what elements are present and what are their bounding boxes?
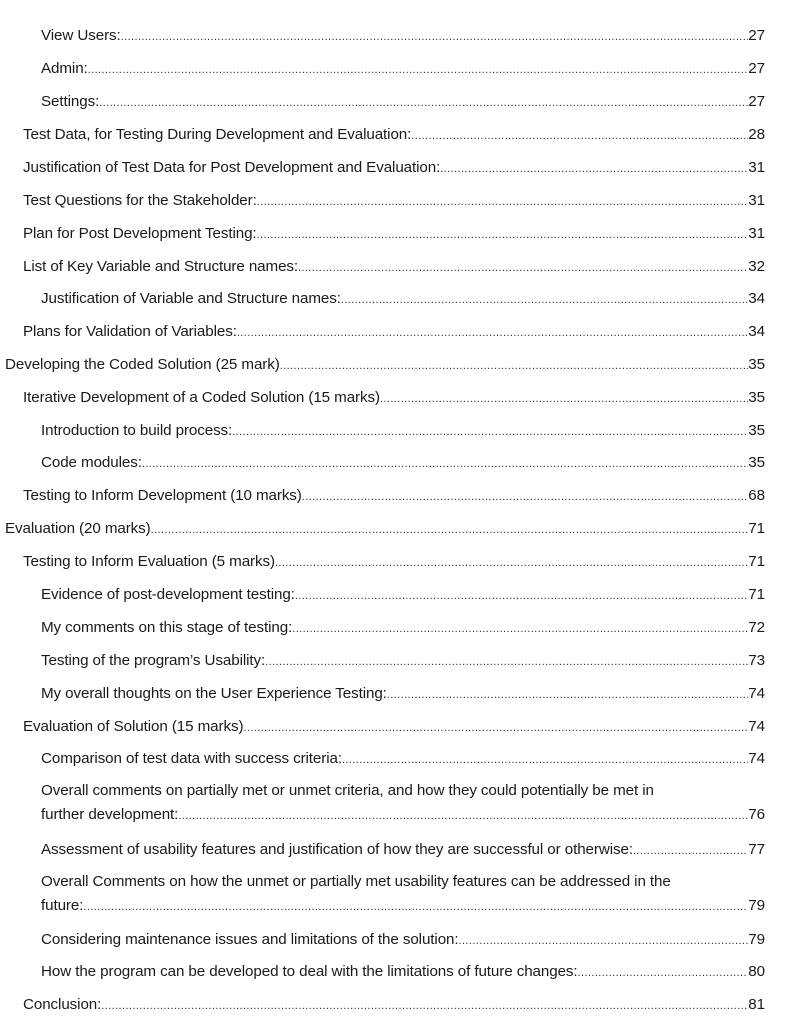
toc-entry[interactable] <box>23 484 765 508</box>
dot-leader <box>341 288 748 312</box>
toc-entry-title: View Users: <box>41 27 121 44</box>
toc-entry-title: Plans for Validation of Variables: <box>23 323 237 340</box>
toc-entry-title: Developing the Coded Solution (25 mark) <box>5 356 280 373</box>
toc-entry-page-number: 27 <box>748 60 765 77</box>
toc-entry[interactable] <box>41 287 765 311</box>
dot-leader <box>411 124 748 148</box>
toc-entry-title: Testing to Inform Development (10 marks) <box>23 487 302 504</box>
toc-entry-page-number: 76 <box>748 806 765 823</box>
dot-leader <box>275 551 748 575</box>
dot-leader <box>232 420 748 444</box>
toc-entry-title: future: <box>41 897 84 914</box>
toc-entry-title: Evaluation (20 marks) <box>5 520 151 537</box>
dot-leader <box>292 617 748 641</box>
toc-entry[interactable] <box>41 928 765 952</box>
dot-leader <box>459 929 749 953</box>
toc-entry-page-number: 74 <box>748 718 765 735</box>
toc-entry-title: Code modules: <box>41 454 142 471</box>
dot-leader <box>578 961 749 985</box>
toc-entry[interactable] <box>23 550 765 574</box>
toc-entry-page-number: 68 <box>748 487 765 504</box>
dot-leader <box>298 256 748 280</box>
dot-leader <box>633 839 748 863</box>
toc-entry-page-number: 71 <box>748 586 765 603</box>
toc-entry-page-number: 27 <box>748 93 765 110</box>
toc-entry-title: Evaluation of Solution (15 marks) <box>23 718 244 735</box>
toc-entry-page-number: 74 <box>748 750 765 767</box>
toc-entry-page-number: 81 <box>748 996 765 1013</box>
toc-entry[interactable] <box>23 715 765 739</box>
toc-entry-page-number: 34 <box>748 290 765 307</box>
toc-entry-page-number: 72 <box>748 619 765 636</box>
toc-entry-page-number: 27 <box>748 27 765 44</box>
toc-entry-title: Test Data, for Testing During Development and Evaluation: <box>23 126 412 143</box>
toc-entry-page-number: 35 <box>748 422 765 439</box>
toc-entry[interactable] <box>41 649 765 673</box>
dot-leader <box>142 452 748 476</box>
toc-entry-title: My overall thoughts on the User Experience Testing: <box>41 685 387 702</box>
toc-entry-title: Assessment of usability features and justification of how they are successful or otherwise: <box>41 841 633 858</box>
toc-entry[interactable] <box>23 993 765 1017</box>
toc-entry[interactable] <box>41 451 765 475</box>
dot-leader <box>265 650 748 674</box>
toc-entry-title: Justification of Variable and Structure names: <box>41 290 341 307</box>
toc-entry[interactable] <box>41 747 765 771</box>
toc-entry-title-line1: Overall comments on partially met or unmet criteria, and how they could potentially be met in <box>41 782 654 799</box>
dot-leader <box>302 485 749 509</box>
toc-entry-title: Testing of the program’s Usability: <box>41 652 266 669</box>
toc-entry-title: Testing to Inform Evaluation (5 marks) <box>23 553 275 570</box>
toc-entry-title: Test Questions for the Stakeholder: <box>23 192 257 209</box>
dot-leader <box>440 157 748 181</box>
dot-leader <box>257 190 749 214</box>
toc-entry-title: Comparison of test data with success criteria: <box>41 750 342 767</box>
toc-entry[interactable] <box>41 57 765 81</box>
toc-entry[interactable] <box>23 156 765 180</box>
dot-leader <box>178 804 748 828</box>
toc-entry-page-number: 79 <box>748 931 765 948</box>
toc-entry-page-number: 74 <box>748 685 765 702</box>
toc-entry[interactable] <box>23 255 765 279</box>
toc-entry[interactable] <box>41 616 765 640</box>
toc-entry-title: Introduction to build process: <box>41 422 233 439</box>
toc-entry-page-number: 77 <box>748 841 765 858</box>
dot-leader <box>257 223 749 247</box>
toc-entry-page-number: 71 <box>748 553 765 570</box>
toc-entry[interactable] <box>41 24 765 48</box>
toc-entry-page-number: 31 <box>748 192 765 209</box>
toc-entry[interactable] <box>41 838 765 862</box>
dot-leader <box>99 91 748 115</box>
toc-entry[interactable] <box>5 353 765 377</box>
toc-entry[interactable] <box>23 386 765 410</box>
dot-leader <box>280 354 749 378</box>
toc-entry-title: List of Key Variable and Structure names: <box>23 258 299 275</box>
toc-entry[interactable] <box>41 419 765 443</box>
toc-entry-page-number: 71 <box>748 520 765 537</box>
toc-entry-title: Considering maintenance issues and limitations of the solution: <box>41 931 459 948</box>
dot-leader <box>121 25 749 49</box>
toc-entry[interactable] <box>41 870 765 918</box>
dot-leader <box>342 748 748 772</box>
toc-entry-page-number: 31 <box>748 159 765 176</box>
dot-leader <box>295 584 748 608</box>
toc-entry-title: Conclusion: <box>23 996 102 1013</box>
dot-leader <box>151 518 749 542</box>
dot-leader <box>101 994 748 1018</box>
toc-entry-title: How the program can be developed to deal with the limitations of future changes: <box>41 963 578 980</box>
toc-entry-title: Iterative Development of a Coded Solution (15 marks) <box>23 389 380 406</box>
toc-entry[interactable] <box>23 320 765 344</box>
toc-entry[interactable] <box>5 517 765 541</box>
toc-entry-page-number: 73 <box>748 652 765 669</box>
toc-entry-title: My comments on this stage of testing: <box>41 619 293 636</box>
toc-entry-title: Admin: <box>41 60 88 77</box>
toc-entry[interactable] <box>23 189 765 213</box>
toc-entry-page-number: 34 <box>748 323 765 340</box>
toc-entry-page-number: 32 <box>748 258 765 275</box>
toc-entry[interactable] <box>41 682 765 706</box>
dot-leader <box>237 321 748 345</box>
dot-leader <box>387 683 748 707</box>
toc-entry-page-number: 35 <box>748 389 765 406</box>
toc-entry[interactable] <box>41 583 765 607</box>
toc-entry-page-number: 35 <box>748 454 765 471</box>
toc-entry[interactable] <box>23 222 765 246</box>
toc-entry[interactable] <box>23 123 765 147</box>
toc-entry[interactable] <box>41 90 765 114</box>
toc-entry-page-number: 28 <box>748 126 765 143</box>
toc-entry[interactable] <box>41 779 765 827</box>
dot-leader <box>88 58 749 82</box>
toc-entry-title: Justification of Test Data for Post Development and Evaluation: <box>23 159 441 176</box>
toc-entry-title: Settings: <box>41 93 100 110</box>
toc-entry-title: Plan for Post Development Testing: <box>23 225 257 242</box>
toc-entry-page-number: 80 <box>748 963 765 980</box>
dot-leader <box>83 895 748 919</box>
toc-entry[interactable] <box>41 960 765 984</box>
toc-entry-title-line1: Overall Comments on how the unmet or partially met usability features can be addressed in the <box>41 873 671 890</box>
toc-entry-page-number: 79 <box>748 897 765 914</box>
dot-leader <box>380 387 748 411</box>
toc-entry-title: further development: <box>41 806 179 823</box>
toc-entry-page-number: 35 <box>748 356 765 373</box>
toc-entry-page-number: 31 <box>748 225 765 242</box>
dot-leader <box>243 716 748 740</box>
toc-entry-title: Evidence of post-development testing: <box>41 586 295 603</box>
